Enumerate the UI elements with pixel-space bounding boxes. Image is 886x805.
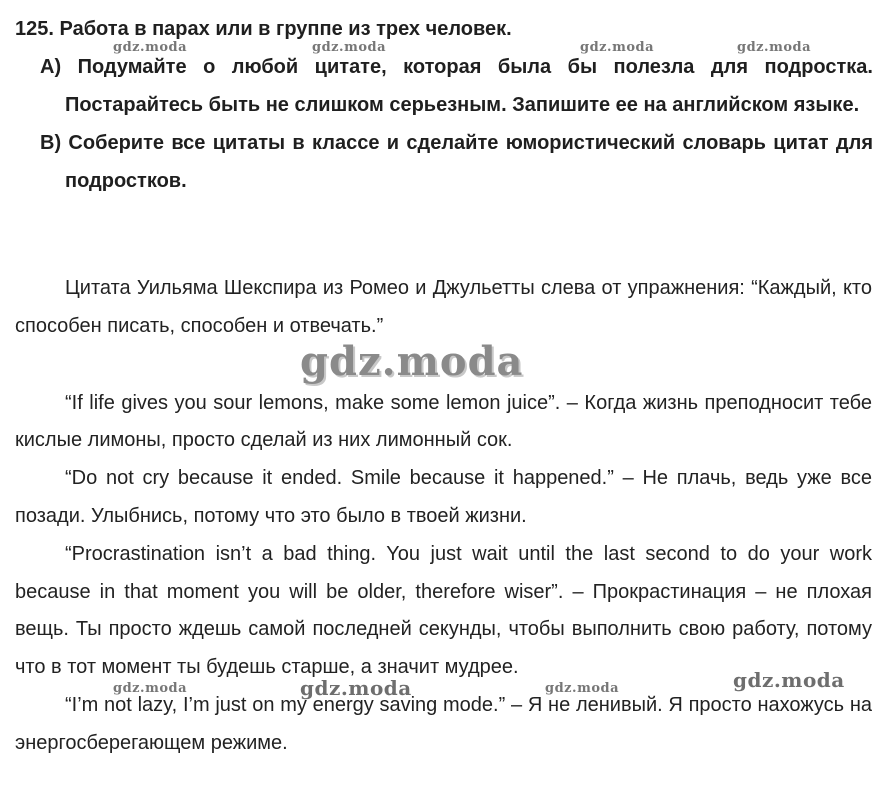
answer-paragraph: “I’m not lazy, I’m just on my energy saving mode.” – Я не ленивый. Я просто нахожусь на энергосберегающем режиме. bbox=[15, 693, 872, 754]
answer-paragraph: “Procrastination isn’t a bad thing. You just wait until the last second to do your work because in that moment you will be older, therefore wiser”. – Прокрастинация – не плохая вещь. Ты просто ждешь самой последней секунды, чтобы выполнить свою работу, потому что в тот момент ты будешь старше, а значит мудрее. bbox=[15, 542, 872, 679]
answer-paragraph: Цитата Уильяма Шекспира из Ромео и Джульетты слева от упражнения: “Каждый, кто способен писать, способен и отвечать.” bbox=[15, 277, 872, 337]
watermark: gdz.moda bbox=[580, 40, 655, 55]
watermark: gdz.moda bbox=[737, 40, 812, 55]
exercise-task bbox=[15, 10, 875, 200]
watermark: gdz.moda bbox=[300, 676, 412, 700]
answer-paragraph: “Do not cry because it ended. Smile because it happened.” – Не плачь, ведь уже все позади. Улыбнись, потому что это было в твоей жизни. bbox=[15, 467, 872, 527]
watermark: gdz.moda bbox=[113, 681, 188, 696]
watermark: gdz.moda bbox=[545, 681, 620, 696]
watermark: gdz.moda bbox=[733, 668, 845, 692]
paragraph-gap bbox=[15, 346, 872, 385]
exercise-heading bbox=[15, 10, 875, 48]
answer-paragraph: “If life gives you sour lemons, make some lemon juice”. – Когда жизнь преподносит тебе кислые лимоны, просто сделай из них лимонный сок. bbox=[15, 391, 872, 452]
task-part-a: А) Подумайте о любой цитате, которая была бы полезла для подростка. Постарайтесь быть не слишком серьезным. Запишите ее на английском языке. bbox=[40, 56, 873, 116]
exercise-instruction: Работа в парах или в группе из трех человек. bbox=[59, 18, 512, 40]
task-part-b: В) Соберите все цитаты в классе и сделайте юмористический словарь цитат для подростков. bbox=[40, 132, 873, 192]
watermark: gdz.moda bbox=[113, 40, 188, 55]
watermark: gdz.moda bbox=[312, 40, 387, 55]
exercise-number: 125. bbox=[15, 18, 54, 40]
answer-block bbox=[15, 270, 872, 763]
watermark-large: gdz.moda bbox=[300, 338, 524, 385]
